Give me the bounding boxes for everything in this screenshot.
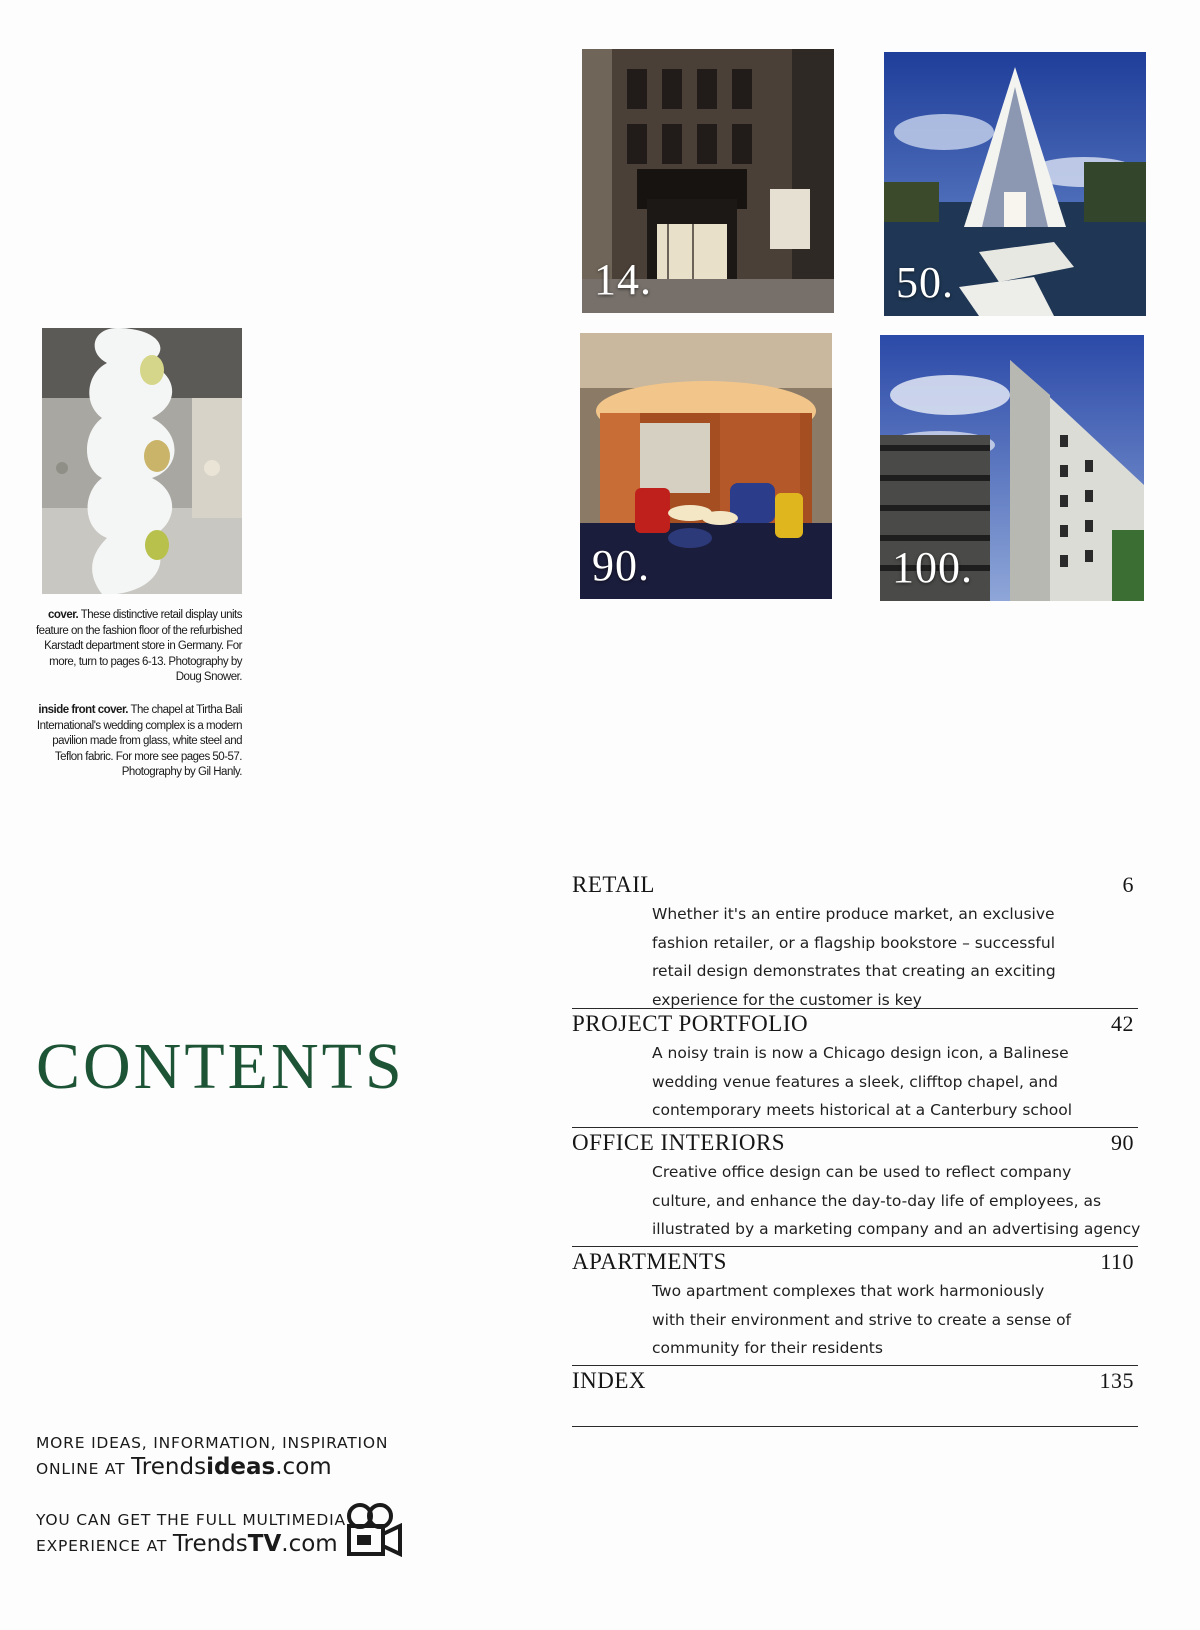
toc-page-number: 135 <box>1099 1368 1134 1393</box>
toc-description-line: wedding venue features a sleek, clifftop chapel, and <box>652 1072 1058 1091</box>
promo-line: MORE IDEAS, INFORMATION, INSPIRATION <box>36 1434 389 1452</box>
cover-caption-lead: cover. <box>48 609 79 621</box>
toc-description-line: culture, and enhance the day-to-day life of employees, as <box>652 1191 1102 1210</box>
promo-line <box>36 1454 388 1480</box>
site-part: .com <box>275 1454 332 1480</box>
thumbnail-chapel[interactable] <box>884 52 1146 316</box>
contents-title: CONTENTS <box>36 1030 405 1103</box>
trendsideas-link[interactable] <box>131 1454 332 1480</box>
toc-entry-office-interiors[interactable] <box>572 1128 1141 1246</box>
cover-image <box>42 328 242 594</box>
thumbnail-retail-building[interactable] <box>582 49 834 313</box>
inside-front-cover-caption-lead: inside front cover. <box>38 704 128 716</box>
toc-heading <box>572 1009 1138 1039</box>
toc-heading <box>572 1366 1138 1396</box>
toc-page-number: 90 <box>1111 1130 1134 1155</box>
cover-caption-text: These distinctive retail display units feature on the fashion floor of the refurbished Karstadt department store in Germany. For more, turn to pages 6-13. Photography by Doug Snower. <box>35 609 242 683</box>
toc-description-line: fashion retailer, or a flagship bookstore – successful <box>652 933 1055 952</box>
table-of-contents <box>572 870 1141 1427</box>
thumbnail-page-number: 50. <box>896 258 954 307</box>
toc-description-line: A noisy train is now a Chicago design icon, a Balinese <box>652 1044 1069 1062</box>
promo-line: YOU CAN GET THE FULL MULTIMEDIA <box>36 1511 346 1529</box>
thumbnail-page-number: 14. <box>594 255 652 304</box>
thumbnail-office-lounge[interactable] <box>580 333 832 599</box>
toc-heading <box>572 870 1138 900</box>
toc-entry-retail[interactable] <box>572 870 1138 1008</box>
site-part: ideas <box>206 1454 276 1480</box>
toc-section-title: APARTMENTS <box>572 1249 727 1274</box>
toc-page-number: 6 <box>1122 872 1134 897</box>
cover-caption <box>28 608 242 686</box>
toc-section-title: RETAIL <box>572 872 655 897</box>
toc-section-title: INDEX <box>572 1368 647 1393</box>
promo-prefix: ONLINE AT <box>36 1460 132 1478</box>
thumbnail-page-number: 90. <box>592 541 650 590</box>
toc-description-line: Whether it's an entire produce market, an exclusive <box>652 905 1055 923</box>
toc-description-line: Creative office design can be used to reflect company <box>652 1163 1072 1181</box>
toc-heading <box>572 1247 1138 1277</box>
toc-description-line: illustrated by a marketing company and an advertising agency <box>652 1220 1141 1238</box>
toc-description-line: contemporary meets historical at a Canterbury school <box>652 1101 1073 1119</box>
promo-prefix: EXPERIENCE AT <box>36 1537 173 1555</box>
promo-tv <box>36 1511 346 1557</box>
toc-section-title: OFFICE INTERIORS <box>572 1130 786 1155</box>
site-part: Trends <box>131 1454 207 1480</box>
cover-photo-icon <box>42 328 242 594</box>
promo-ideas <box>36 1434 388 1480</box>
toc-description-line: retail design demonstrates that creating an exciting <box>652 962 1056 980</box>
video-camera-icon <box>344 1502 402 1558</box>
toc-description-line: experience for the customer is key <box>652 990 922 1009</box>
site-part: Trends <box>172 1531 248 1557</box>
toc-description <box>652 1039 1122 1125</box>
site-part: TV <box>247 1531 282 1557</box>
toc-description-line: community for their residents <box>652 1339 883 1357</box>
toc-description-line: Two apartment complexes that work harmoniously <box>652 1282 1045 1300</box>
thumbnail-apartments[interactable] <box>880 335 1144 601</box>
toc-description <box>652 1158 1142 1244</box>
site-part: .com <box>281 1531 338 1557</box>
toc-description-line: with their environment and strive to create a sense of <box>652 1310 1072 1329</box>
inside-front-cover-caption <box>28 703 242 781</box>
toc-entry-index[interactable] <box>572 1366 1138 1426</box>
toc-page-number: 110 <box>1100 1249 1134 1274</box>
promo-line <box>36 1531 346 1557</box>
toc-description <box>652 900 1122 1014</box>
toc-description <box>652 1277 1122 1363</box>
toc-entry-apartments[interactable] <box>572 1247 1138 1365</box>
toc-page-number: 42 <box>1111 1011 1134 1036</box>
toc-entry-project-portfolio[interactable] <box>572 1009 1138 1127</box>
thumbnail-page-number: 100. <box>892 543 973 592</box>
toc-divider <box>572 1426 1138 1427</box>
inside-front-cover-caption-text: The chapel at Tirtha Bali International's wedding complex is a modern pavilion made from glass, white steel and Teflon fabric. For more see pages 50-57. Photography by Gil Hanly. <box>36 704 242 778</box>
toc-section-title: PROJECT PORTFOLIO <box>572 1011 809 1036</box>
trendstv-link[interactable] <box>173 1531 338 1557</box>
toc-heading <box>572 1128 1138 1158</box>
